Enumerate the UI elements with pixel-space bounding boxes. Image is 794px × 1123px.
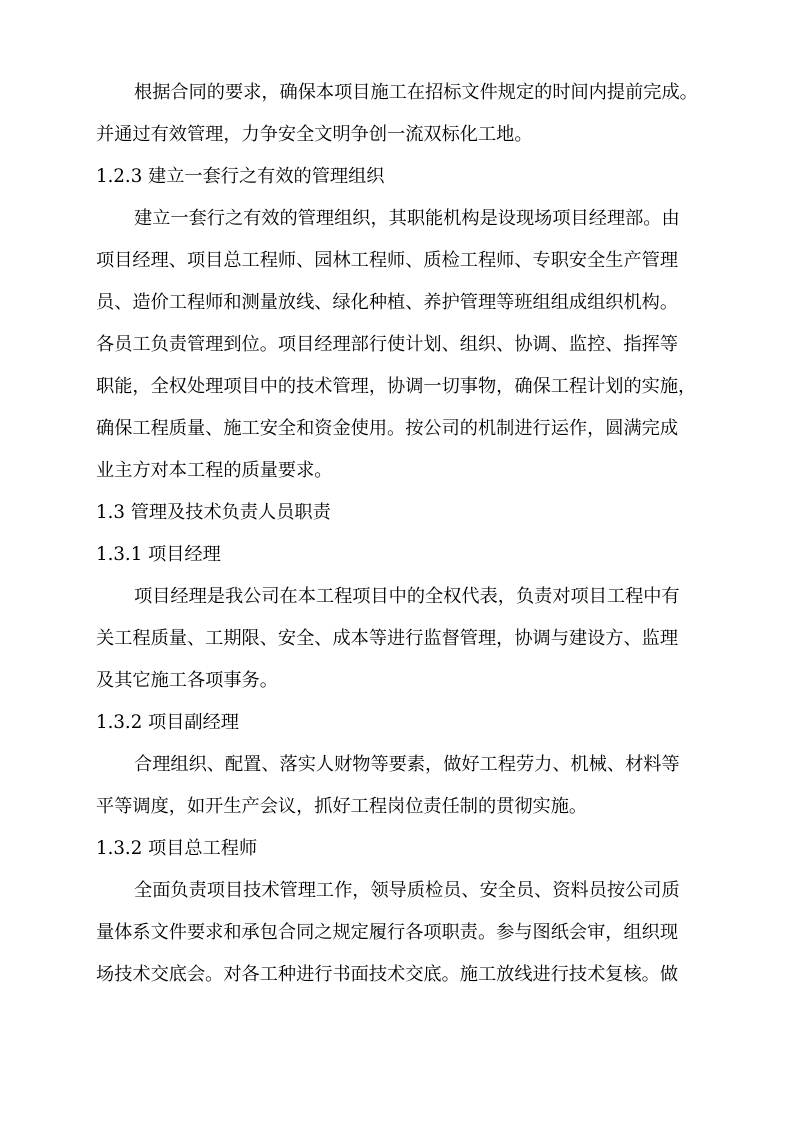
paragraph-line: 场技术交底会。对各工种进行书面技术交底。施工放线进行技术复核。做: [96, 964, 679, 985]
paragraph-line: 合理组织、配置、落实人财物等要素，做好工程劳力、机械、材料等: [134, 754, 680, 775]
paragraph-line: 全面负责项目技术管理工作，领导质检员、安全员、资料员按公司质: [134, 880, 680, 901]
paragraph-line: 业主方对本工程的质量要求。: [96, 460, 333, 481]
paragraph-line: 量体系文件要求和承包合同之规定履行各项职责。参与图纸会审，组织现: [96, 922, 679, 943]
paragraph-line: 确保工程质量、施工安全和资金使用。按公司的机制进行运作，圆满完成: [96, 418, 679, 439]
paragraph-line: 项目经理、项目总工程师、园林工程师、质检工程师、专职安全生产管理: [96, 250, 679, 271]
paragraph-line: 平等调度，如开生产会议，抓好工程岗位责任制的贯彻实施。: [96, 796, 588, 817]
section-heading: 1.3.1 项目经理: [96, 544, 221, 565]
section-heading: 1.2.3 建立一套行之有效的管理组织: [96, 166, 385, 187]
paragraph-line: 并通过有效管理，力争安全文明争创一流双标化工地。: [96, 124, 533, 145]
paragraph-line: 职能，全权处理项目中的技术管理，协调一切事物，确保工程计划的实施，: [96, 376, 697, 397]
paragraph-line: 各员工负责管理到位。项目经理部行使计划、组织、协调、监控、指挥等: [96, 334, 679, 355]
section-heading: 1.3 管理及技术负责人员职责: [96, 502, 331, 523]
paragraph-line: 根据合同的要求，确保本项目施工在招标文件规定的时间内提前完成。: [134, 82, 698, 103]
paragraph-line: 及其它施工各项事务。: [96, 670, 278, 691]
section-heading: 1.3.2 项目副经理: [96, 712, 239, 733]
section-heading: 1.3.2 项目总工程师: [96, 838, 258, 859]
paragraph-line: 建立一套行之有效的管理组织，其职能机构是设现场项目经理部。由: [134, 208, 680, 229]
paragraph-line: 关工程质量、工期限、安全、成本等进行监督管理，协调与建设方、监理: [96, 628, 679, 649]
document-page: [96, 82, 702, 986]
paragraph-line: 项目经理是我公司在本工程项目中的全权代表，负责对项目工程中有: [134, 586, 680, 607]
paragraph-line: 员、造价工程师和测量放线、绿化种植、养护管理等班组组成组织机构。: [96, 292, 679, 313]
